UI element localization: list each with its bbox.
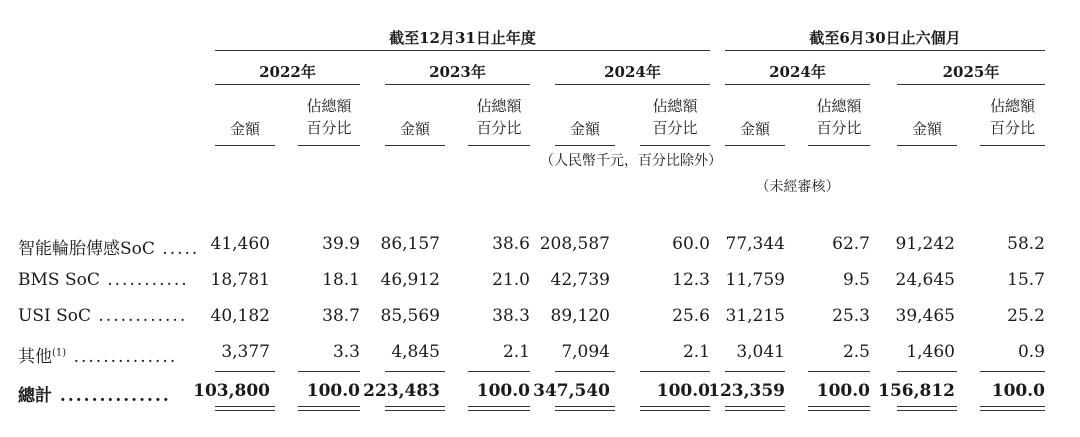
subtotal-rule: [897, 371, 957, 372]
leader-dots: ............: [90, 306, 188, 326]
table-cell-4: 7,094: [561, 342, 610, 362]
year-header-2025-h1: 2025年: [942, 63, 1000, 81]
total-double-rule: [385, 406, 445, 411]
col-rule: [555, 145, 615, 146]
year-rule-2025-h1: [897, 84, 1045, 85]
year-header-2024-h1: 2024年: [769, 63, 826, 81]
table-cell-8: 24,645: [895, 270, 955, 290]
total-double-rule: [808, 406, 870, 411]
table-cell-6: 31,215: [725, 306, 785, 326]
col-amount-2025-h1: 金額: [911, 120, 942, 138]
table-cell-8: 1,460: [906, 342, 955, 362]
subtotal-rule: [298, 371, 360, 372]
group-header-annual: 截至12月31日止年度: [389, 29, 536, 47]
row-label-text: 總計: [18, 386, 52, 406]
table-cell-2: 4,845: [391, 342, 440, 362]
col-pct-line1: 佔總額: [652, 97, 698, 115]
col-rule: [980, 145, 1045, 146]
col-pct-2022: [298, 95, 360, 139]
col-pct-line2: 百分比: [816, 119, 862, 137]
subtotal-rule: [385, 371, 445, 372]
col-rule: [897, 145, 957, 146]
row-label-text: 其他: [18, 347, 52, 367]
subtotal-rule: [725, 371, 785, 372]
table-cell-0: 18,781: [210, 270, 270, 290]
total-cell-3: 100.0: [476, 381, 530, 401]
col-pct-line2: 百分比: [989, 119, 1035, 137]
table-cell-6: 3,041: [736, 342, 785, 362]
table-cell-0: 40,182: [210, 306, 270, 326]
col-rule: [725, 145, 785, 146]
total-cell-0: 103,800: [193, 381, 270, 401]
table-cell-5: 12.3: [672, 270, 710, 290]
subtotal-rule: [640, 371, 710, 372]
subtotal-rule: [468, 371, 530, 372]
table-cell-1: 39.9: [322, 234, 360, 254]
table-cell-9: 58.2: [1007, 234, 1045, 254]
table-cell-7: 2.5: [842, 342, 870, 362]
table-cell-5: 60.0: [672, 234, 710, 254]
col-rule: [640, 145, 710, 146]
table-cell-2: 86,157: [380, 234, 440, 254]
table-cell-4: 208,587: [539, 234, 610, 254]
total-cell-5: 100.0: [656, 381, 710, 401]
table-cell-4: 42,739: [550, 270, 610, 290]
table-cell-7: 9.5: [842, 270, 870, 290]
table-cell-0: 3,377: [221, 342, 270, 362]
table-cell-7: 62.7: [832, 234, 870, 254]
col-amount-2022: 金額: [229, 120, 260, 138]
table-cell-0: 41,460: [210, 234, 270, 254]
col-pct-2025-h1: [980, 95, 1045, 139]
table-cell-1: 3.3: [332, 342, 360, 362]
col-rule: [215, 145, 275, 146]
table-cell-7: 25.3: [832, 306, 870, 326]
group-header-halfyear: 截至6月30日止六個月: [809, 29, 961, 47]
table-cell-3: 38.6: [492, 234, 530, 254]
year-header-2022: 2022年: [259, 63, 316, 81]
leader-dots: ..............: [52, 386, 171, 406]
year-rule-2024-h1: [725, 84, 870, 85]
total-cell-2: 223,483: [363, 381, 440, 401]
table-cell-5: 2.1: [682, 342, 710, 362]
table-cell-6: 77,344: [725, 234, 785, 254]
total-double-rule: [725, 406, 785, 411]
col-amount-2023: 金額: [399, 120, 430, 138]
subtotal-rule: [215, 371, 275, 372]
table-cell-9: 25.2: [1007, 306, 1045, 326]
total-cell-9: 100.0: [991, 381, 1045, 401]
col-rule: [468, 145, 530, 146]
total-cell-6: 123,359: [708, 381, 785, 401]
table-cell-3: 2.1: [502, 342, 530, 362]
total-double-rule: [897, 406, 957, 411]
col-pct-line1: 佔總額: [476, 97, 522, 115]
total-double-rule: [298, 406, 360, 411]
total-double-rule: [468, 406, 530, 411]
row-label-text: BMS SoC: [18, 270, 100, 290]
col-rule: [385, 145, 445, 146]
year-header-2024: 2024年: [604, 63, 661, 81]
col-rule: [298, 145, 360, 146]
group-rule-annual: [215, 50, 710, 51]
col-pct-line1: 佔總額: [989, 97, 1035, 115]
subtotal-rule: [980, 371, 1045, 372]
leader-dots: ..............: [66, 347, 178, 367]
total-row-label: [18, 381, 171, 406]
col-pct-2024-h1: [808, 95, 870, 139]
col-rule: [808, 145, 870, 146]
year-header-2023: 2023年: [429, 63, 486, 81]
col-amount-2024-h1: 金額: [739, 120, 770, 138]
col-pct-line1: 佔總額: [816, 97, 862, 115]
table-cell-3: 21.0: [492, 270, 530, 290]
table-cell-2: 46,912: [380, 270, 440, 290]
col-pct-line2: 百分比: [652, 119, 698, 137]
footnote-marker: (1): [52, 347, 67, 359]
total-double-rule: [640, 406, 710, 411]
col-pct-line1: 佔總額: [306, 97, 352, 115]
leader-dots: .....: [154, 239, 200, 259]
year-rule-2022: [215, 84, 360, 85]
total-cell-1: 100.0: [306, 381, 360, 401]
subtotal-rule: [808, 371, 870, 372]
col-amount-2024: 金額: [569, 120, 600, 138]
table-cell-3: 38.3: [492, 306, 530, 326]
table-cell-6: 11,759: [725, 270, 785, 290]
year-rule-2024: [555, 84, 710, 85]
group-rule-halfyear: [725, 50, 1045, 51]
table-cell-1: 38.7: [322, 306, 360, 326]
table-cell-4: 89,120: [550, 306, 610, 326]
table-cell-9: 15.7: [1007, 270, 1045, 290]
total-cell-7: 100.0: [816, 381, 870, 401]
table-cell-8: 39,465: [895, 306, 955, 326]
table-cell-1: 18.1: [322, 270, 360, 290]
total-cell-4: 347,540: [533, 381, 610, 401]
col-pct-line2: 百分比: [306, 119, 352, 137]
row-label-text: USI SoC: [18, 306, 91, 326]
unit-note: （人民幣千元，百分比除外）: [540, 153, 722, 169]
total-cell-8: 156,812: [878, 381, 955, 401]
table-cell-5: 25.6: [672, 306, 710, 326]
year-rule-2023: [385, 84, 530, 85]
subtotal-rule: [555, 371, 615, 372]
total-double-rule: [555, 406, 615, 411]
leader-dots: ...........: [99, 270, 189, 290]
unaudited-note: （未經審核）: [755, 179, 840, 195]
table-cell-8: 91,242: [895, 234, 955, 254]
col-pct-line2: 百分比: [476, 119, 522, 137]
row-label-text: 智能輪胎傳感SoC: [18, 239, 155, 259]
col-pct-2024: [640, 95, 710, 139]
col-pct-2023: [468, 95, 530, 139]
table-cell-9: 0.9: [1017, 342, 1045, 362]
total-double-rule: [215, 406, 275, 411]
table-cell-2: 85,569: [380, 306, 440, 326]
total-double-rule: [980, 406, 1045, 411]
